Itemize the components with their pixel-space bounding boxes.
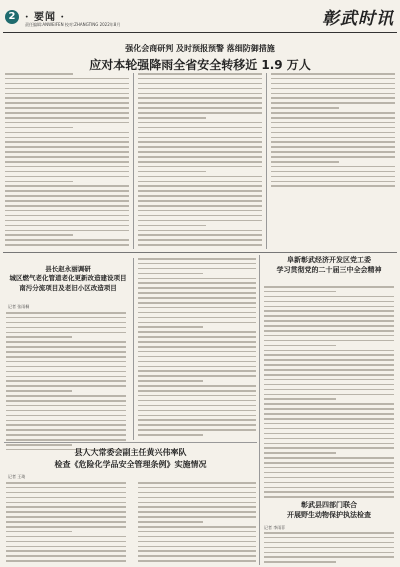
text-line xyxy=(138,356,256,358)
text-line xyxy=(138,220,262,222)
text-line xyxy=(138,526,256,528)
text-line xyxy=(264,374,394,376)
article-headline xyxy=(4,265,132,293)
text-line xyxy=(264,556,394,558)
text-line xyxy=(6,376,126,378)
text-line xyxy=(264,447,394,449)
text-line xyxy=(138,230,262,232)
text-line xyxy=(138,88,262,90)
text-line xyxy=(138,195,262,197)
text-line xyxy=(264,542,394,544)
text-line xyxy=(6,400,126,402)
text-line xyxy=(138,341,256,343)
text-line xyxy=(271,185,395,187)
text-line xyxy=(6,380,126,382)
text-line xyxy=(138,415,256,417)
text-line xyxy=(5,117,129,119)
text-line xyxy=(6,410,126,412)
article-headline xyxy=(262,500,396,520)
text-line xyxy=(5,146,129,148)
text-line xyxy=(6,546,126,548)
text-line xyxy=(6,351,126,353)
text-line xyxy=(138,73,262,75)
text-line xyxy=(264,350,394,352)
text-line xyxy=(138,336,256,338)
text-line xyxy=(138,205,262,207)
text-line xyxy=(138,215,262,217)
text-line xyxy=(264,340,394,342)
lead-bottom-rule xyxy=(3,252,397,253)
text-line xyxy=(6,420,126,422)
text-line xyxy=(5,161,129,163)
text-line xyxy=(138,112,262,114)
masthead: 彰武时讯 xyxy=(322,9,394,29)
text-line xyxy=(6,395,126,397)
text-line xyxy=(271,141,395,143)
column-divider xyxy=(266,73,267,249)
text-line xyxy=(264,335,394,337)
headline-line: 南污分流项目及老旧小区改造项目 xyxy=(19,283,117,292)
headline-line: 县人大常委会副主任黄兴伟率队 xyxy=(74,447,187,457)
text-line xyxy=(264,408,394,410)
text-line xyxy=(271,146,395,148)
text-line xyxy=(138,482,256,484)
text-line xyxy=(138,497,256,499)
text-line xyxy=(6,541,126,543)
text-line xyxy=(5,141,129,143)
text-line xyxy=(264,438,394,440)
text-line xyxy=(6,506,126,508)
text-line xyxy=(138,122,262,124)
text-line xyxy=(138,93,262,95)
text-line xyxy=(138,97,262,99)
column-divider xyxy=(133,258,134,440)
text-line xyxy=(6,317,126,319)
text-line xyxy=(138,278,256,280)
text-line xyxy=(271,171,395,173)
text-line xyxy=(138,141,262,143)
text-line xyxy=(5,88,129,90)
text-line xyxy=(6,497,126,499)
text-line xyxy=(5,137,129,139)
text-line xyxy=(138,550,256,552)
text-line xyxy=(138,239,262,241)
text-line xyxy=(5,102,129,104)
text-line xyxy=(5,234,73,236)
text-line xyxy=(264,496,394,498)
text-line xyxy=(5,122,129,124)
text-line xyxy=(6,531,72,533)
text-line xyxy=(264,369,394,371)
text-line xyxy=(264,379,394,381)
text-line xyxy=(5,171,129,173)
text-line xyxy=(264,364,394,366)
text-line xyxy=(5,239,129,241)
text-line xyxy=(264,537,394,539)
article-body-col xyxy=(264,532,394,566)
text-line xyxy=(138,117,206,119)
text-line xyxy=(5,195,129,197)
text-line xyxy=(6,356,126,358)
text-line xyxy=(138,225,206,227)
text-line xyxy=(264,310,394,312)
text-line xyxy=(6,341,126,343)
text-line xyxy=(138,390,256,392)
text-line xyxy=(138,322,256,324)
article-body-col xyxy=(6,312,126,454)
text-line xyxy=(138,146,262,148)
text-line xyxy=(138,511,256,513)
text-line xyxy=(264,384,394,386)
text-line xyxy=(271,83,395,85)
lead-kicker: 强化会商研判 及时预报预警 落细防御措施 xyxy=(125,43,275,53)
text-line xyxy=(138,263,256,265)
text-line xyxy=(5,190,129,192)
text-line xyxy=(138,521,203,523)
text-line xyxy=(138,560,256,562)
text-line xyxy=(5,78,129,80)
column-divider xyxy=(259,255,260,565)
text-line xyxy=(6,526,126,528)
text-line xyxy=(5,225,129,227)
header-rule xyxy=(3,32,397,33)
text-line xyxy=(138,555,256,557)
text-line xyxy=(138,400,256,402)
text-line xyxy=(264,547,394,549)
text-line xyxy=(6,521,126,523)
text-line xyxy=(264,428,394,430)
page-number: 2 xyxy=(5,10,19,24)
text-line xyxy=(138,331,256,333)
text-line xyxy=(138,351,256,353)
text-line xyxy=(271,112,395,114)
text-line xyxy=(264,482,394,484)
text-line xyxy=(138,190,262,192)
text-line xyxy=(6,415,126,417)
text-line xyxy=(264,389,394,391)
text-line xyxy=(6,429,126,431)
text-line xyxy=(138,78,262,80)
headline-line: 彰武县四部门联合 xyxy=(301,500,357,509)
text-line xyxy=(264,394,394,396)
text-line xyxy=(5,151,129,153)
text-line xyxy=(138,317,256,319)
text-line xyxy=(138,292,256,294)
text-line xyxy=(6,560,126,562)
text-line xyxy=(5,132,129,134)
text-line xyxy=(138,326,203,328)
text-line xyxy=(138,102,262,104)
text-line xyxy=(138,429,256,431)
text-line xyxy=(138,273,203,275)
text-line xyxy=(138,541,256,543)
text-line xyxy=(6,502,126,504)
text-line xyxy=(264,413,394,415)
text-line xyxy=(5,93,129,95)
text-line xyxy=(138,244,262,246)
text-line xyxy=(6,371,126,373)
text-line xyxy=(264,345,336,347)
text-line xyxy=(264,325,394,327)
text-line xyxy=(6,434,126,436)
text-line xyxy=(271,161,339,163)
text-line xyxy=(264,452,336,454)
page-header xyxy=(0,0,400,32)
text-line xyxy=(264,291,336,293)
text-line xyxy=(138,127,262,129)
text-line xyxy=(264,403,394,405)
text-line xyxy=(138,487,256,489)
text-line xyxy=(271,137,395,139)
text-line xyxy=(6,555,126,557)
text-line xyxy=(138,156,262,158)
text-line xyxy=(271,181,395,183)
text-line xyxy=(138,366,256,368)
text-line xyxy=(271,117,395,119)
text-line xyxy=(138,531,256,533)
text-line xyxy=(138,405,256,407)
text-line xyxy=(5,83,129,85)
text-line xyxy=(264,330,394,332)
text-line xyxy=(264,354,394,356)
text-line xyxy=(6,550,126,552)
text-line xyxy=(6,487,126,489)
article-body-col xyxy=(6,482,126,565)
text-line xyxy=(6,444,72,446)
editor-line: 责任编辑:ANWEIFEN 校对:ZHANGTING 2022年8月 xyxy=(25,22,121,27)
text-line xyxy=(6,536,126,538)
headline-line: 阜新彰武经济开发区党工委 xyxy=(287,255,371,264)
text-line xyxy=(6,492,126,494)
text-line xyxy=(264,462,394,464)
text-line xyxy=(5,107,129,109)
text-line xyxy=(6,336,72,338)
lead-title: 应对本轮强降雨全省安全转移近 1.9 万人 xyxy=(89,58,311,72)
text-line xyxy=(271,107,339,109)
text-line xyxy=(138,424,256,426)
text-line xyxy=(5,230,129,232)
text-line xyxy=(5,127,73,129)
text-line xyxy=(138,546,256,548)
text-line xyxy=(6,385,126,387)
text-line xyxy=(5,97,129,99)
text-line xyxy=(138,370,256,372)
text-line xyxy=(5,205,129,207)
text-line xyxy=(271,176,395,178)
text-line xyxy=(264,457,394,459)
text-line xyxy=(264,467,394,469)
text-line xyxy=(6,346,126,348)
text-line xyxy=(271,132,395,134)
text-line xyxy=(6,390,72,392)
article-body-col xyxy=(138,258,256,439)
text-line xyxy=(138,410,256,412)
text-line xyxy=(138,176,262,178)
lead-body-col-1 xyxy=(5,73,129,249)
headline-line: 开展野生动物保护执法检查 xyxy=(287,510,371,520)
text-line xyxy=(138,502,256,504)
text-line xyxy=(138,307,256,309)
article-byline: 记者 李雨菲 xyxy=(264,525,286,530)
text-line xyxy=(6,405,126,407)
article-headline xyxy=(4,447,257,470)
text-line xyxy=(6,312,126,314)
text-line xyxy=(6,327,126,329)
headline-line: 城区燃气老化管道老化更新改造建设项目 xyxy=(9,274,127,283)
text-line xyxy=(138,516,256,518)
text-line xyxy=(6,439,126,441)
section-name: · 要闻 · xyxy=(25,12,65,23)
text-line xyxy=(6,482,126,484)
article-body-col xyxy=(264,286,394,501)
text-line xyxy=(271,156,395,158)
text-line xyxy=(5,181,73,183)
text-line xyxy=(5,200,129,202)
text-line xyxy=(138,380,203,382)
text-line xyxy=(264,320,394,322)
lead-body-col-3 xyxy=(271,73,395,190)
text-line xyxy=(138,210,262,212)
text-line xyxy=(264,487,394,489)
text-line xyxy=(5,73,73,75)
text-line xyxy=(264,315,394,317)
text-line xyxy=(264,561,336,563)
text-line xyxy=(138,312,256,314)
text-line xyxy=(271,102,395,104)
text-line xyxy=(6,332,126,334)
text-line xyxy=(138,268,256,270)
headline-line: 学习贯彻党的二十届三中全会精神 xyxy=(276,265,382,275)
text-line xyxy=(138,375,256,377)
text-line xyxy=(5,244,129,246)
article-headline xyxy=(262,255,396,275)
text-line xyxy=(264,418,394,420)
article-byline: 记者 王琦 xyxy=(8,474,26,479)
text-line xyxy=(5,166,129,168)
text-line xyxy=(264,552,394,554)
text-line xyxy=(138,200,262,202)
text-line xyxy=(138,536,256,538)
text-line xyxy=(264,433,394,435)
text-line xyxy=(6,511,126,513)
text-line xyxy=(138,395,256,397)
text-line xyxy=(138,258,256,260)
text-line xyxy=(6,361,126,363)
text-line xyxy=(264,443,394,445)
text-line xyxy=(138,132,262,134)
text-line xyxy=(271,127,395,129)
lead-body-col-2 xyxy=(138,73,262,249)
text-line xyxy=(5,215,129,217)
text-line xyxy=(138,83,262,85)
text-line xyxy=(271,73,395,75)
text-line xyxy=(138,107,262,109)
text-line xyxy=(138,287,256,289)
text-line xyxy=(6,366,126,368)
text-line xyxy=(271,122,395,124)
text-line xyxy=(138,297,256,299)
text-line xyxy=(6,424,126,426)
text-line xyxy=(138,171,206,173)
text-line xyxy=(271,78,395,80)
text-line xyxy=(138,419,256,421)
text-line xyxy=(271,93,395,95)
text-line xyxy=(138,492,256,494)
text-line xyxy=(264,306,394,308)
text-line xyxy=(138,161,262,163)
text-line xyxy=(138,385,256,387)
text-line xyxy=(264,359,394,361)
text-line xyxy=(264,472,394,474)
text-line xyxy=(264,398,336,400)
column-divider xyxy=(133,73,134,249)
text-line xyxy=(264,491,394,493)
text-line xyxy=(5,210,129,212)
text-line xyxy=(5,220,129,222)
text-line xyxy=(138,302,256,304)
text-line xyxy=(138,151,262,153)
article-byline: 记者 张雨桐 xyxy=(8,304,30,309)
text-line xyxy=(138,185,262,187)
text-line xyxy=(138,434,203,436)
text-line xyxy=(138,361,256,363)
article-body-col xyxy=(138,482,256,565)
headline-line: 县长赵永丽调研 xyxy=(45,265,91,273)
text-line xyxy=(138,282,256,284)
text-line xyxy=(264,532,394,534)
text-line xyxy=(271,166,395,168)
text-line xyxy=(138,234,262,236)
text-line xyxy=(5,156,129,158)
text-line xyxy=(138,506,256,508)
text-line xyxy=(264,286,394,288)
text-line xyxy=(5,112,129,114)
section-rule xyxy=(4,442,257,443)
text-line xyxy=(5,176,129,178)
text-line xyxy=(138,181,262,183)
text-line xyxy=(271,97,395,99)
text-line xyxy=(138,346,256,348)
text-line xyxy=(5,185,129,187)
text-line xyxy=(264,423,394,425)
headline-line: 检查《危险化学品安全管理条例》实施情况 xyxy=(54,458,207,469)
text-line xyxy=(138,166,262,168)
text-line xyxy=(138,137,262,139)
text-line xyxy=(264,301,394,303)
text-line xyxy=(6,322,126,324)
text-line xyxy=(6,516,126,518)
text-line xyxy=(271,88,395,90)
text-line xyxy=(271,151,395,153)
text-line xyxy=(264,296,394,298)
text-line xyxy=(264,477,394,479)
